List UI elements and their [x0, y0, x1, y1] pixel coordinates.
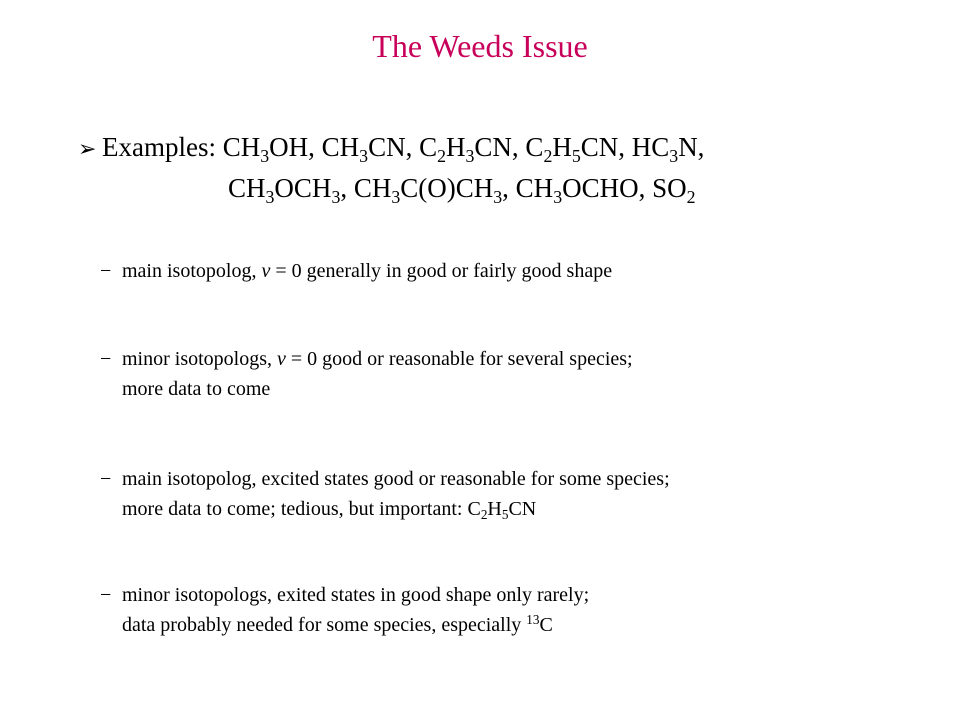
sub-bullet-3 [100, 464, 670, 524]
examples-line-1 [78, 128, 704, 169]
arrow-bullet-icon: ➢ [78, 137, 97, 162]
dash-marker: − [100, 348, 112, 370]
slide-title: The Weeds Issue [372, 28, 588, 64]
sub-bullet-3-line-1 [100, 464, 670, 494]
sub-bullet-4 [100, 580, 589, 640]
examples-line-2 [78, 169, 704, 207]
sub-bullet-4-text: minor isotopologs, exited states in good shape only rarely; [122, 584, 590, 606]
examples-bullet [78, 128, 704, 207]
sub-bullet-2-text: minor isotopologs, v = 0 good or reasonable for several species; [122, 348, 633, 370]
examples-label: Examples: [102, 132, 216, 162]
sub-bullet-3-line-2: more data to come; tedious, but important: $C_2H_5CN$ [122, 498, 537, 522]
dash-marker: − [100, 468, 112, 490]
dash-marker: − [100, 260, 112, 282]
sub-bullet-4-line-2: data probably needed for some species, especially $^{13}$C [122, 612, 553, 636]
dash-marker: − [100, 584, 112, 606]
sub-bullet-1 [100, 256, 612, 286]
sub-bullet-2-line-1 [100, 344, 633, 374]
examples-species-line-1: $CH_3OH$, $CH_3CN$, $C_2H_3CN$, $C_2H_5CN$, $HC_3N$, [222, 132, 705, 166]
sub-bullet-2 [100, 344, 633, 404]
examples-species-line-2: $CH_3OCH_3$, $CH_3C(O)CH_3$, $CH_3OCHO$, $SO_2$ [228, 173, 696, 207]
sub-bullet-3-text: main isotopolog, excited states good or reasonable for some species; [122, 468, 670, 490]
sub-bullet-1-text: main isotopolog, v = 0 generally in good or fairly good shape [122, 260, 613, 282]
sub-bullet-1-line-1 [100, 256, 612, 286]
sub-bullet-4-line-1 [100, 580, 589, 610]
sub-bullet-2-line-2: more data to come [122, 378, 271, 400]
